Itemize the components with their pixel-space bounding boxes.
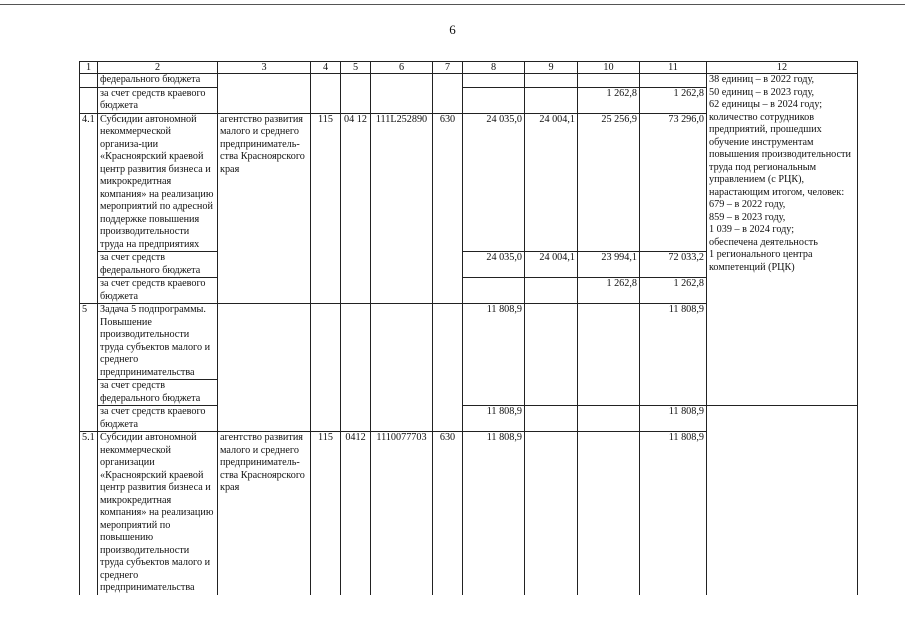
row-name: за счет средств федерального бюджета bbox=[98, 380, 218, 406]
value-cell: 25 256,9 bbox=[578, 113, 640, 252]
value-cell: 11 808,9 bbox=[640, 406, 707, 432]
header-cell: 9 bbox=[525, 62, 578, 74]
header-cell: 12 bbox=[707, 62, 858, 74]
value-cell: 24 035,0 bbox=[463, 252, 525, 278]
code-cell: 0412 bbox=[341, 432, 371, 595]
code-cell: 630 bbox=[433, 113, 463, 304]
code-cell: 115 bbox=[311, 432, 341, 595]
header-row bbox=[80, 62, 858, 74]
row-number: 5 bbox=[80, 304, 98, 432]
header-cell: 11 bbox=[640, 62, 707, 74]
row-executor: агентство развития малого и среднего предприниматель-ства Красноярского края bbox=[218, 432, 311, 595]
header-cell: 7 bbox=[433, 62, 463, 74]
value-cell: 11 808,9 bbox=[463, 304, 525, 406]
header-cell: 3 bbox=[218, 62, 311, 74]
value-cell: 24 004,1 bbox=[525, 252, 578, 278]
code-cell: 115 bbox=[311, 113, 341, 304]
value-cell: 1 262,8 bbox=[640, 278, 707, 304]
header-cell: 1 bbox=[80, 62, 98, 74]
table-row bbox=[80, 432, 858, 595]
row-name: за счет средств федерального бюджета bbox=[98, 252, 218, 278]
code-cell: 630 bbox=[433, 432, 463, 595]
value-cell: 11 808,9 bbox=[463, 406, 525, 432]
page-number: 6 bbox=[449, 22, 456, 37]
value-cell: 72 033,2 bbox=[640, 252, 707, 278]
header-cell: 2 bbox=[98, 62, 218, 74]
scan-top-edge bbox=[0, 4, 905, 5]
value-cell: 24 035,0 bbox=[463, 113, 525, 252]
row-name: Субсидии автономной некоммерческой организации «Красноярский краевой центр развития бизнеса и микрокредитная компания» на реализацию мероприятий по повышению производительности труда субъектов малого и среднего предпринимательства bbox=[98, 432, 218, 595]
header-cell: 10 bbox=[578, 62, 640, 74]
value-cell: 1 262,8 bbox=[640, 87, 707, 113]
value-cell: 1 262,8 bbox=[578, 87, 640, 113]
value-cell: 11 808,9 bbox=[640, 304, 707, 406]
row-name: федерального бюджета bbox=[98, 74, 218, 88]
header-cell: 4 bbox=[311, 62, 341, 74]
value-cell: 23 994,1 bbox=[578, 252, 640, 278]
header-cell: 6 bbox=[371, 62, 433, 74]
value-cell: 24 004,1 bbox=[525, 113, 578, 252]
header-cell: 8 bbox=[463, 62, 525, 74]
table-row bbox=[80, 74, 858, 88]
row-number: 4.1 bbox=[80, 113, 98, 304]
row-name: Субсидии автономной некоммерческой организа-ции «Красноярский краевой центр развития бизнеса и микрокредитная компания» на реализацию мероприятий по адресной поддержке повышения производительности труда на предприятиях bbox=[98, 113, 218, 252]
row-name: за счет средств краевого бюджета bbox=[98, 278, 218, 304]
row-executor: агентство развития малого и среднего предприниматель-ства Красноярского края bbox=[218, 113, 311, 304]
value-cell: 11 808,9 bbox=[640, 432, 707, 595]
value-cell: 11 808,9 bbox=[463, 432, 525, 595]
budget-table bbox=[79, 61, 858, 595]
row-number: 5.1 bbox=[80, 432, 98, 595]
header-cell: 5 bbox=[341, 62, 371, 74]
row-name: Задача 5 подпрограммы. Повышение производительности труда субъектов малого и среднего предпринимательства bbox=[98, 304, 218, 380]
value-cell: 1 262,8 bbox=[578, 278, 640, 304]
code-cell: 04 12 bbox=[341, 113, 371, 304]
row-name: за счет средств краевого бюджета bbox=[98, 406, 218, 432]
code-cell: 111L252890 bbox=[371, 113, 433, 304]
table-row bbox=[80, 406, 858, 432]
code-cell: 1110077703 bbox=[371, 432, 433, 595]
value-cell: 73 296,0 bbox=[640, 113, 707, 252]
row-name: за счет средств краевого бюджета bbox=[98, 87, 218, 113]
result-indicator: 38 единиц – в 2022 году, 50 единиц – в 2023 году, 62 единицы – в 2024 году; количество сотрудников предприятий, прошедших обучение инструментам повышения производительности труда под региональным управлением (с РЦК), нарастающим итогом, человек: 679 – в 2022 году, 859 – в 2023 году, 1 039 – в 2024 году; обеспечена деятельность 1 регионального центра компетенций (РЦК) bbox=[707, 74, 858, 406]
